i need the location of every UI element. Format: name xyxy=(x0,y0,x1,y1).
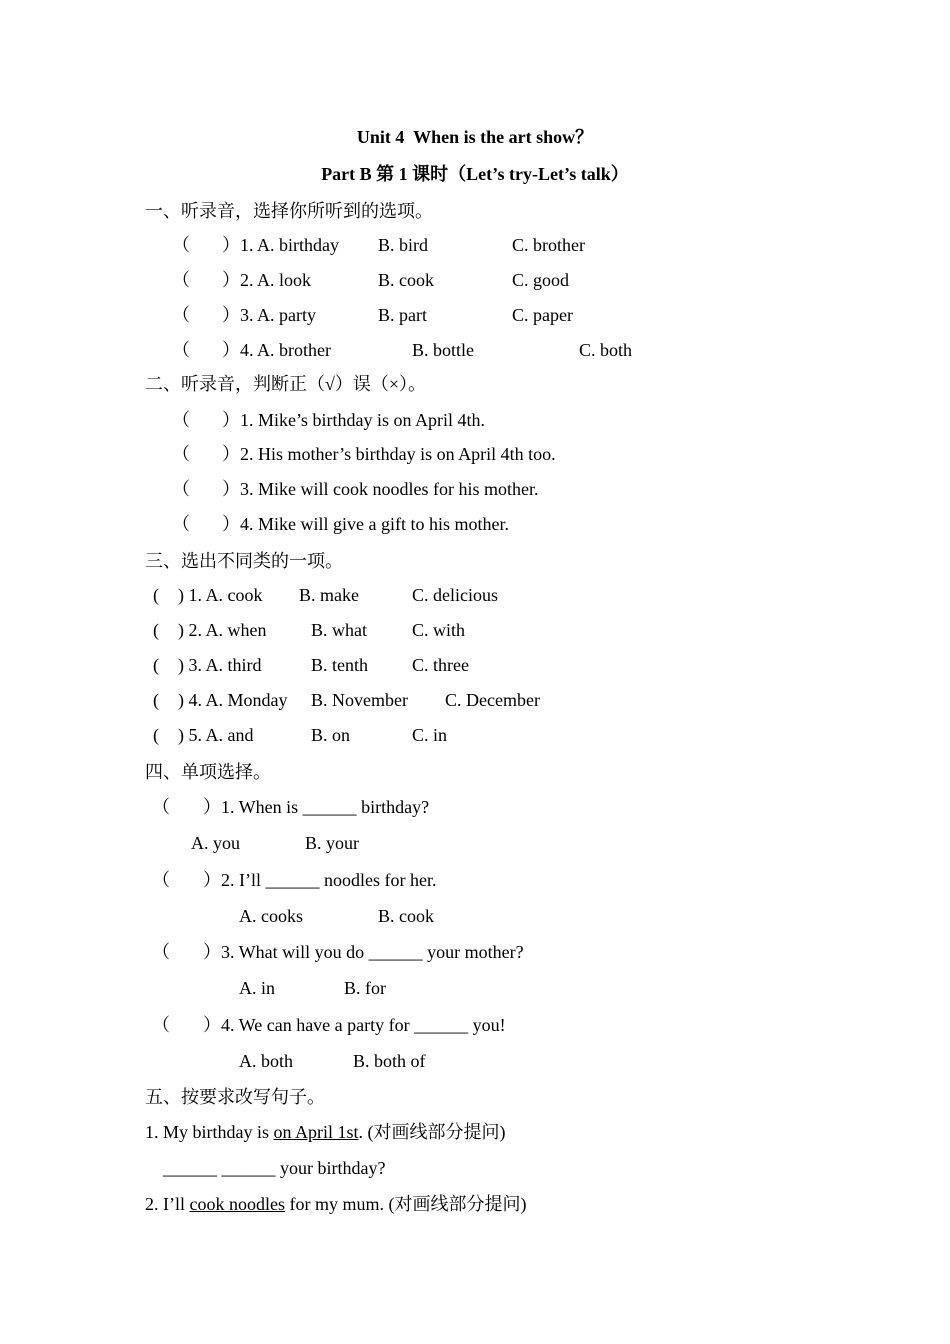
answer-blank[interactable]: ( xyxy=(153,725,159,745)
answer-blank[interactable]: （ xyxy=(152,1015,170,1035)
s3-q1-option-c: C. delicious xyxy=(412,585,498,605)
s5-q1-prefix: 1. My birthday is xyxy=(145,1122,274,1142)
s3-q5-option-c: C. in xyxy=(412,725,448,745)
answer-blank[interactable]: （ xyxy=(152,942,170,962)
s1-q4-option-b: B. bottle xyxy=(412,340,474,360)
s3-q4-option-b: B. November xyxy=(311,690,408,710)
s1-q4-option-a: ）4. A. brother xyxy=(222,340,331,360)
s5-q1-underlined: on April 1st xyxy=(273,1122,359,1142)
s4-q4-stem: ）4. We can have a party for ______ you! xyxy=(203,1015,506,1035)
s4-q1-option-a: A. you xyxy=(191,833,240,853)
s3-q4-option-a: ) 4. A. Monday xyxy=(178,690,288,710)
answer-blank[interactable]: （ xyxy=(172,410,190,430)
s4-q3-option-b: B. for xyxy=(344,978,386,998)
section-1-heading: 一、听录音，选择你所听到的选项。 xyxy=(145,201,433,221)
s2-q3-statement: ）3. Mike will cook noodles for his mother. xyxy=(222,479,539,499)
section-2-heading: 二、听录音，判断正（√）误（×）。 xyxy=(145,374,427,394)
s4-q2-stem: ）2. I’ll ______ noodles for her. xyxy=(203,870,437,890)
answer-blank[interactable]: （ xyxy=(172,270,190,290)
s3-q3-option-a: ) 3. A. third xyxy=(178,655,262,675)
s1-q1-option-c: C. brother xyxy=(512,235,585,255)
s3-q2-option-a: ) 2. A. when xyxy=(178,620,267,640)
answer-blank[interactable]: （ xyxy=(152,870,170,890)
s4-q2-option-a: A. cooks xyxy=(239,906,303,926)
answer-blank[interactable]: ( xyxy=(153,655,159,675)
s1-q1-option-b: B. bird xyxy=(378,235,429,255)
s5-q1-suffix: . (对画线部分提问) xyxy=(358,1122,506,1142)
s4-q4-option-b: B. both of xyxy=(353,1051,426,1071)
answer-blank[interactable]: （ xyxy=(172,305,190,325)
section-3-heading: 三、选出不同类的一项。 xyxy=(145,551,343,571)
s4-q3-option-a: A. in xyxy=(239,978,275,998)
s3-q4-option-c: C. December xyxy=(445,690,540,710)
s3-q5-option-a: ) 5. A. and xyxy=(178,725,254,745)
s5-q2-sentence xyxy=(145,1193,526,1215)
s3-q1-option-b: B. make xyxy=(299,585,359,605)
s3-q5-option-b: B. on xyxy=(311,725,351,745)
s4-q1-option-b: B. your xyxy=(305,833,359,853)
s5-q1-sentence xyxy=(145,1121,506,1143)
s5-q2-prefix: 2. I’ll xyxy=(145,1194,190,1214)
s4-q1-stem: ）1. When is ______ birthday? xyxy=(203,797,430,817)
s3-q1-option-a: ) 1. A. cook xyxy=(178,585,263,605)
answer-blank[interactable]: （ xyxy=(172,340,190,360)
s2-q4-statement: ）4. Mike will give a gift to his mother. xyxy=(222,514,509,534)
section-4-heading: 四、单项选择。 xyxy=(145,762,271,782)
answer-blank[interactable]: （ xyxy=(152,797,170,817)
answer-blank[interactable]: （ xyxy=(172,479,190,499)
page-title: Unit 4 When is the art show？ xyxy=(356,127,594,147)
s1-q3-option-c: C. paper xyxy=(512,305,573,325)
s4-q3-stem: ）3. What will you do ______ your mother? xyxy=(203,942,524,962)
answer-blank[interactable]: （ xyxy=(172,444,190,464)
s1-q2-option-c: C. good xyxy=(512,270,570,290)
s3-q3-option-c: C. three xyxy=(412,655,469,675)
s1-q2-option-a: ）2. A. look xyxy=(222,270,312,290)
s2-q1-statement: ）1. Mike’s birthday is on April 4th. xyxy=(222,410,485,430)
answer-blank[interactable]: ( xyxy=(153,620,159,640)
s1-q4-option-c: C. both xyxy=(579,340,633,360)
answer-blank[interactable]: ( xyxy=(153,585,159,605)
s4-q4-option-a: A. both xyxy=(239,1051,293,1071)
answer-blank[interactable]: ( xyxy=(153,690,159,710)
s1-q2-option-b: B. cook xyxy=(378,270,434,290)
s3-q3-option-b: B. tenth xyxy=(311,655,368,675)
s1-q1-option-a: ）1. A. birthday xyxy=(222,235,339,255)
s4-q2-option-b: B. cook xyxy=(378,906,434,926)
s3-q2-option-b: B. what xyxy=(311,620,367,640)
page-subtitle: Part B 第 1 课时（Let’s try-Let’s talk） xyxy=(321,164,629,184)
s1-q3-option-b: B. part xyxy=(378,305,427,325)
section-5-heading: 五、按要求改写句子。 xyxy=(145,1087,325,1107)
s5-q1-answer-line[interactable]: ______ ______ your birthday? xyxy=(163,1158,386,1178)
s3-q2-option-c: C. with xyxy=(412,620,466,640)
answer-blank[interactable]: （ xyxy=(172,235,190,255)
answer-blank[interactable]: （ xyxy=(172,514,190,534)
s5-q2-underlined: cook noodles xyxy=(189,1194,285,1214)
s5-q2-suffix: for my mum. (对画线部分提问) xyxy=(284,1194,527,1214)
s1-q3-option-a: ）3. A. party xyxy=(222,305,316,325)
s2-q2-statement: ）2. His mother’s birthday is on April 4th too. xyxy=(222,444,556,464)
